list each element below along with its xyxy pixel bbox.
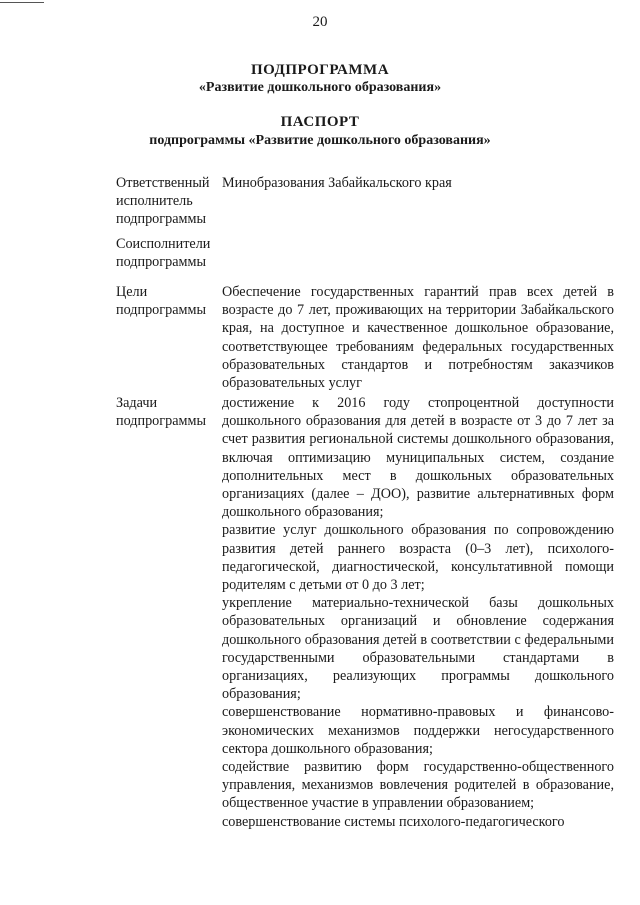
task-item: развитие услуг дошкольного образования по сопровождению развития детей раннего возраста (0–3 лет), психолого-педагогической, диагностической, консультативной помощи родителям с детьми от 0 до 3 лет; — [222, 522, 614, 594]
task-item: совершенствование нормативно-правовых и финансово-экономических механизмов поддержки негосударственного сектора дошкольного образования; — [222, 704, 614, 757]
page-number: 20 — [312, 14, 328, 30]
row-value-responsible: Минобразования Забайкальского края — [222, 175, 452, 191]
corner-scan-mark — [0, 2, 44, 3]
passport-title: ПАСПОРТ — [280, 114, 360, 130]
row-label-co-executors: Соисполнители подпрограммы — [116, 236, 211, 271]
subprogram-name: «Развитие дошкольного образования» — [198, 80, 442, 95]
row-label-responsible: Ответственный исполнитель подпрограммы — [116, 175, 210, 228]
row-label-goals: Цели подпрограммы — [116, 284, 206, 319]
row-value-goals: Обеспечение государственных гарантий прав всех детей в возрасте до 7 лет, проживающих на территории Забайкальского края, на доступное и качественное дошкольное образование, соответствующее требованиям федеральных государственных образовательных стандартов и потребностям заказчиков образовательных услуг — [222, 284, 614, 392]
task-item: содействие развитию форм государственно-общественного управления, механизмов вовлечения родителей в образование, общественное участие в управлении образованием; — [222, 759, 614, 812]
row-value-tasks — [222, 394, 614, 831]
row-label-tasks: Задачи подпрограммы — [116, 395, 206, 430]
subprogram-title: ПОДПРОГРАММА — [250, 62, 390, 78]
task-item: достижение к 2016 году стопроцентной доступности дошкольного образования для детей в возрасте от 3 до 7 лет за счет развития региональной системы дошкольного образования, включая оптимизацию муниципальных систем, создание дополнительных мест в дошкольных образовательных организациях (далее – ДОО), развитие альтернативных форм дошкольного образования; — [222, 395, 614, 521]
passport-subtitle: подпрограммы «Развитие дошкольного образования» — [149, 133, 491, 148]
task-item: укрепление материально-технической базы дошкольных образовательных организаций и обновление содержания дошкольного образования детей в соответствии с федеральными государственными образовательными стандартами в организациях, реализующих программы дошкольного образования; — [222, 595, 614, 703]
task-item: совершенствование системы психолого-педагогического — [222, 813, 565, 830]
